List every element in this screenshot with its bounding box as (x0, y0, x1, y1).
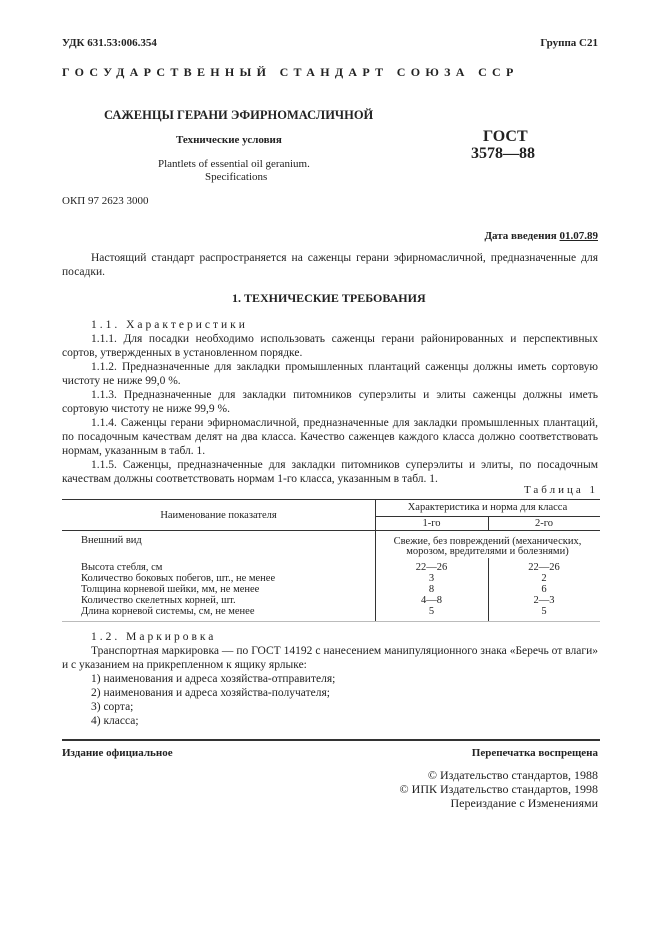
reprint-notice: Перепечатка воспрещена (471, 747, 598, 759)
table-cell-class-2: 5 (541, 606, 547, 617)
paragraph-1-1-5: 1.1.5. Саженцы, предназначенные для закладки питомников суперэлиты и элиты, по посадочным качествам должны соответствовать нормам 1-го класса, указанным в табл. 1. (62, 459, 598, 485)
table-header-group: Характеристика и норма для класса (407, 502, 568, 513)
doc-title: САЖЕНЦЫ ГЕРАНИ ЭФИРНОМАСЛИЧНОЙ (104, 108, 374, 122)
table-cell-class-2: 2—3 (533, 595, 555, 606)
table-header-class-2: 2-го (534, 518, 554, 529)
copyright-1998: © ИПК Издательство стандартов, 1998 (399, 782, 598, 796)
table-cell-appearance-1: Свежие, без повреждений (механических, (393, 536, 582, 547)
footer-rule (62, 739, 600, 741)
table-cell-class-2: 22—26 (528, 562, 560, 573)
list-item: 2) наименования и адреса хозяйства-получателя; (91, 687, 330, 699)
table-row-name: Количество боковых побегов, шт., не менее (81, 573, 276, 584)
paragraph-1-2: Транспортная маркировка — по ГОСТ 14192 с нанесением манипуляционного знака «Беречь от влаги» и с указанием на прикрепленном к ящику ярлыке: (62, 645, 598, 671)
list-item: 3) сорта; (91, 701, 134, 713)
subsection-1-1-title: 1.1. Характеристики (91, 319, 248, 331)
subsection-1-2-title: 1.2. Маркировка (91, 631, 217, 643)
gost-number: 3578—88 (471, 145, 535, 162)
table-row-name: Длина корневой системы, см, не менее (81, 606, 255, 617)
udk-code: УДК 631.53:006.354 (62, 37, 157, 49)
table-row-name: Внешний вид (81, 535, 142, 546)
group-code: Группа С21 (540, 37, 598, 49)
paragraph-1-1-1: 1.1.1. Для посадки необходимо использовать саженцы герани районированных и перспективных сортов, утвержденных в установленном порядке. (62, 333, 598, 359)
paragraph-1-1-3: 1.1.3. Предназначенные для закладки питомников суперэлиты и элиты саженцы должны иметь сортовую чистоту не ниже 99,9 %. (62, 389, 598, 415)
gost-label: ГОСТ (483, 128, 528, 145)
intro-date-label: Дата введения (484, 230, 557, 242)
list-item: 4) класса; (91, 715, 139, 727)
table-row-name: Толщина корневой шейки, мм, не менее (81, 584, 260, 595)
table-cell-class-1: 4—8 (421, 595, 442, 606)
table-bottom-rule (62, 621, 600, 622)
intro-date-value: 01.07.89 (559, 230, 598, 242)
table-header-rule (62, 530, 600, 531)
copyright-1988: © Издательство стандартов, 1988 (427, 768, 598, 782)
table-header-name: Наименование показателя (160, 510, 277, 521)
title-english-1: Plantlets of essential oil geranium. (158, 158, 310, 170)
table-row-name: Высота стебля, см (81, 562, 163, 573)
table-header-class-1: 1-го (422, 518, 441, 529)
table-cell-class-2: 6 (541, 584, 547, 595)
table-cell-class-1: 3 (428, 573, 435, 584)
doc-subtitle: Технические условия (176, 134, 282, 146)
table-cell-class-2: 2 (541, 573, 547, 584)
official-edition: Издание официальное (62, 747, 173, 759)
intro-date (484, 229, 598, 243)
okp-code: ОКП 97 2623 3000 (62, 195, 149, 207)
list-item: 1) наименования и адреса хозяйства-отправителя; (91, 673, 336, 685)
intro-paragraph: Настоящий стандарт распространяется на саженцы герани эфирномасличной, предназначенные для посадки. (62, 252, 598, 278)
table-cell-appearance-2: морозом, вредителями и болезнями) (406, 546, 569, 557)
table-top-rule (62, 499, 600, 500)
table-cell-class-1: 5 (428, 606, 435, 617)
table-row-name: Количество скелетных корней, шт. (81, 595, 236, 606)
paragraph-1-1-2: 1.1.2. Предназначенные для закладки промышленных плантаций саженцы должны иметь сортовую чистоту не ниже 99,0 %. (62, 361, 598, 387)
table-cell-class-1: 22—26 (415, 562, 448, 573)
table-cell-class-1: 8 (428, 584, 435, 595)
paragraph-1-1-4: 1.1.4. Саженцы герани эфирномасличной, предназначенные для закладки промышленных плантаций, по посадочным качествам делят на два класса. Качество саженцев каждого класса должно соответствовать нормам, указанным в табл. 1. (62, 417, 598, 457)
table-caption: Таблица 1 (523, 484, 598, 496)
section-1-title: 1. ТЕХНИЧЕСКИЕ ТРЕБОВАНИЯ (232, 291, 426, 305)
standard-header: ГОСУДАРСТВЕННЫЙ СТАНДАРТ СОЮЗА ССР (62, 65, 519, 79)
title-english-2: Specifications (205, 171, 268, 183)
reissue-note: Переиздание с Изменениями (450, 796, 598, 810)
